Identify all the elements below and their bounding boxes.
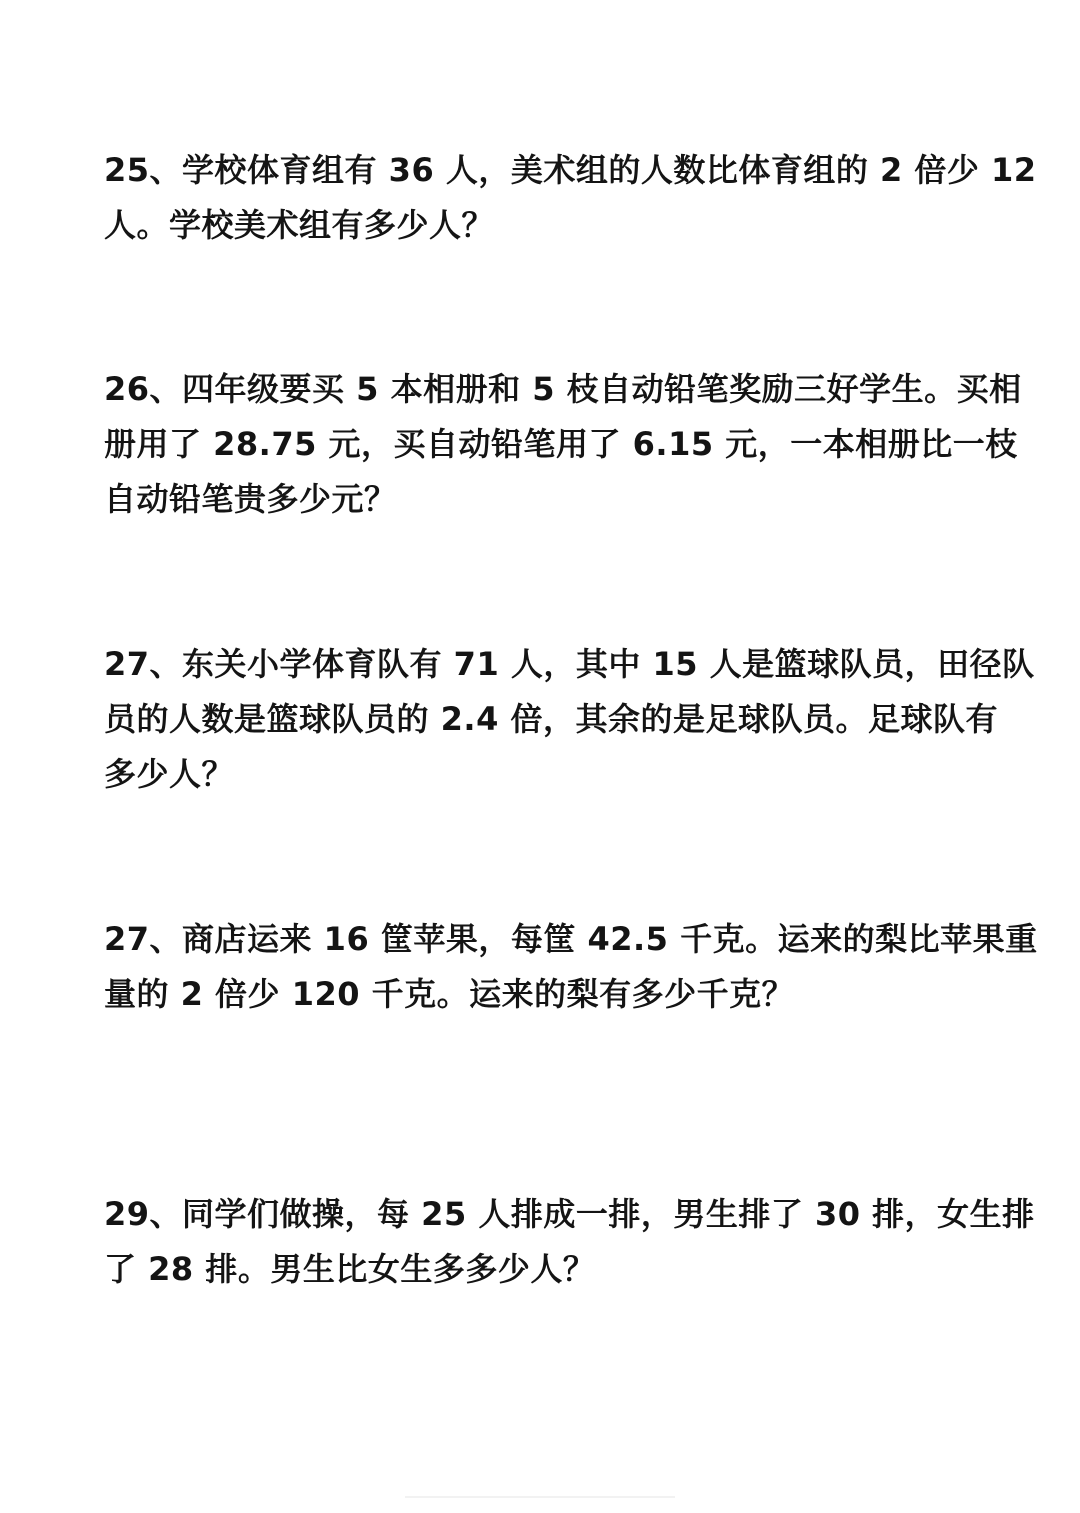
problem-27-sports-team: [104, 637, 1035, 802]
problem-line: 自动铅笔贵多少元？: [104, 480, 397, 518]
page-bottom-divider: [405, 1496, 675, 1498]
problem-26: [104, 362, 1022, 527]
problem-line: 25、学校体育组有 36 人，美术组的人数比体育组的 2 倍少 12: [104, 151, 1037, 189]
problem-line: 27、东关小学体育队有 71 人，其中 15 人是篮球队员，田径队: [104, 645, 1035, 683]
problem-line: 多少人？: [104, 755, 235, 793]
problem-29: [104, 1187, 1035, 1297]
problem-25: [104, 143, 1037, 253]
problem-line: 员的人数是篮球队员的 2.4 倍，其余的是足球队员。足球队有: [104, 700, 998, 738]
problem-line: 了 28 排。男生比女生多多少人？: [104, 1250, 596, 1288]
problem-line: 29、同学们做操，每 25 人排成一排，男生排了 30 排，女生排: [104, 1195, 1035, 1233]
problem-line: 27、商店运来 16 筐苹果，每筐 42.5 千克。运来的梨比苹果重: [104, 920, 1038, 958]
problem-line: 册用了 28.75 元，买自动铅笔用了 6.15 元，一本相册比一枝: [104, 425, 1018, 463]
problem-27-fruit-shop: [104, 912, 1038, 1022]
problem-line: 人。学校美术组有多少人？: [104, 206, 495, 244]
problem-line: 26、四年级要买 5 本相册和 5 枝自动铅笔奖励三好学生。买相: [104, 370, 1022, 408]
problem-line: 量的 2 倍少 120 千克。运来的梨有多少千克？: [104, 975, 795, 1013]
